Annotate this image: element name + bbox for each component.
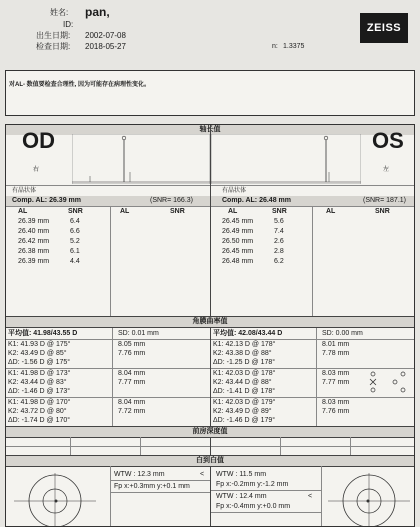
od-al-1: 26.39 mm <box>18 218 50 225</box>
od-al-4: 26.38 mm <box>18 248 50 255</box>
os-k2-1: K2: 43.38 D @ 88° <box>213 350 272 357</box>
od-lens-status: 有晶状体 <box>12 188 37 194</box>
os-col-al-2: AL <box>326 208 336 215</box>
os-al-5: 26.48 mm <box>222 258 254 265</box>
os-col-snr: SNR <box>272 208 287 215</box>
os-k2-2: K2: 43.44 D @ 88° <box>213 379 272 386</box>
od-k1-1: K1: 41.93 D @ 175° <box>8 341 71 348</box>
os-snr-5: 6.2 <box>274 258 284 265</box>
od-al-2: 26.40 mm <box>18 228 50 235</box>
os-comp-snr: (SNR= 187.1) <box>363 197 406 204</box>
name-label: 姓名: <box>50 8 69 17</box>
od-comp-al: Comp. AL: 26.39 mm <box>12 197 81 204</box>
fixation-pattern-icon <box>368 368 414 396</box>
note-box <box>5 70 415 116</box>
os-wtw-fp-2: Fp x:-0.4mm y:+0.0 mm <box>216 503 291 510</box>
os-wtw-arrow: < <box>308 493 313 500</box>
os-al-3: 26.50 mm <box>222 238 254 245</box>
os-comp-al: Comp. AL: 26.48 mm <box>222 197 291 204</box>
os-k1-3: K1: 42.03 D @ 179° <box>213 399 276 406</box>
od-wtw-fp: Fp x:+0.3mm y:+0.1 mm <box>114 483 190 490</box>
od-eye-diagram <box>14 471 96 527</box>
id-label: ID: <box>63 20 74 29</box>
od-snr-3: 5.2 <box>70 238 80 245</box>
os-r1-2: 8.03 mm <box>322 370 350 377</box>
od-wtw-arrow: < <box>200 471 205 478</box>
od-snr-2: 6.6 <box>70 228 80 235</box>
wtw-title: 白到白值 <box>196 457 224 464</box>
os-k1-1: K1: 42.13 D @ 178° <box>213 341 276 348</box>
os-al-2: 26.49 mm <box>222 228 254 235</box>
os-snr-1: 5.6 <box>274 218 284 225</box>
os-snr-3: 2.6 <box>274 238 284 245</box>
od-al-3: 26.42 mm <box>18 238 50 245</box>
od-k1-3: K1: 41.98 D @ 170° <box>8 399 71 406</box>
os-lens-status: 有晶状体 <box>222 188 247 194</box>
name-value: pan, <box>85 5 110 19</box>
kerato-title: 角膜曲率值 <box>192 318 228 325</box>
exam-date-label: 检查日期: <box>36 42 71 51</box>
od-kerato-avg: 平均值: 41.98/43.55 D <box>8 330 78 337</box>
os-r1-3: 8.03 mm <box>322 399 350 406</box>
axial-title: 轴长值 <box>199 126 221 133</box>
od-al-5: 26.39 mm <box>18 258 50 265</box>
os-snr-4: 2.8 <box>274 248 284 255</box>
os-label: OS <box>372 128 404 153</box>
od-wtw-value: WTW : 12.3 mm <box>114 471 165 478</box>
os-k1-2: K1: 42.03 D @ 178° <box>213 370 276 377</box>
od-kerato-sd: SD: 0.01 mm <box>118 330 159 337</box>
od-r1-2: 8.04 mm <box>118 370 146 377</box>
od-col-al: AL <box>18 208 28 215</box>
os-al-4: 26.45 mm <box>222 248 254 255</box>
acd-title: 前房深度值 <box>192 428 228 435</box>
os-eye-diagram <box>328 471 410 527</box>
dob-value: 2002-07-08 <box>85 31 126 40</box>
od-waveform <box>72 134 210 184</box>
dob-label: 出生日期: <box>36 31 71 40</box>
os-sub-label: 左 <box>383 167 390 173</box>
od-comp-snr: (SNR= 166.3) <box>150 197 193 204</box>
os-kerato-sd: SD: 0.00 mm <box>322 330 363 337</box>
os-r2-3: 7.76 mm <box>322 408 350 415</box>
os-dk-1: ΔD: -1.25 D @ 178° <box>213 359 276 366</box>
os-wtw-value-1: WTW : 11.5 mm <box>216 471 267 478</box>
od-k1-2: K1: 41.98 D @ 173° <box>8 370 71 377</box>
os-wtw-value-2: WTW : 12.4 mm <box>216 493 267 500</box>
od-dk-3: ΔD: -1.74 D @ 170° <box>8 417 71 424</box>
zeiss-logo: ZEISS <box>360 13 408 43</box>
od-r1-1: 8.05 mm <box>118 341 146 348</box>
os-snr-2: 7.4 <box>274 228 284 235</box>
od-r2-3: 7.72 mm <box>118 408 146 415</box>
od-dk-1: ΔD: -1.56 D @ 175° <box>8 359 71 366</box>
od-snr-4: 6.1 <box>70 248 80 255</box>
od-r2-1: 7.76 mm <box>118 350 146 357</box>
od-k2-2: K2: 43.44 D @ 83° <box>8 379 67 386</box>
os-wtw-fp-1: Fp x:-0.2mm y:-1.2 mm <box>216 481 289 488</box>
al-check-note: 对AL- 数值要检查合理性, 因为可能存在病理性变化。 <box>9 82 150 88</box>
od-label: OD <box>22 128 55 153</box>
refractive-index-value: 1.3375 <box>283 43 305 50</box>
od-snr-1: 6.4 <box>70 218 80 225</box>
od-dk-2: ΔD: -1.46 D @ 173° <box>8 388 71 395</box>
refractive-index-label: n: <box>272 43 278 50</box>
od-r1-3: 8.04 mm <box>118 399 146 406</box>
od-snr-5: 4.4 <box>70 258 80 265</box>
os-r2-1: 7.78 mm <box>322 350 350 357</box>
od-r2-2: 7.77 mm <box>118 379 146 386</box>
os-k2-3: K2: 43.49 D @ 89° <box>213 408 272 415</box>
os-r1-1: 8.01 mm <box>322 341 350 348</box>
os-col-snr-2: SNR <box>375 208 390 215</box>
os-r2-2: 7.77 mm <box>322 379 350 386</box>
od-sub-label: 右 <box>33 167 40 173</box>
os-al-1: 26.45 mm <box>222 218 254 225</box>
od-k2-1: K2: 43.49 D @ 85° <box>8 350 67 357</box>
od-col-snr-2: SNR <box>170 208 185 215</box>
od-col-snr: SNR <box>68 208 83 215</box>
os-kerato-avg: 平均值: 42.08/43.44 D <box>213 330 283 337</box>
od-col-al-2: AL <box>120 208 130 215</box>
os-col-al: AL <box>228 208 238 215</box>
exam-date-value: 2018-05-27 <box>85 42 126 51</box>
od-k2-3: K2: 43.72 D @ 80° <box>8 408 67 415</box>
os-dk-3: ΔD: -1.46 D @ 179° <box>213 417 276 424</box>
os-waveform <box>211 134 361 184</box>
os-dk-2: ΔD: -1.41 D @ 178° <box>213 388 276 395</box>
